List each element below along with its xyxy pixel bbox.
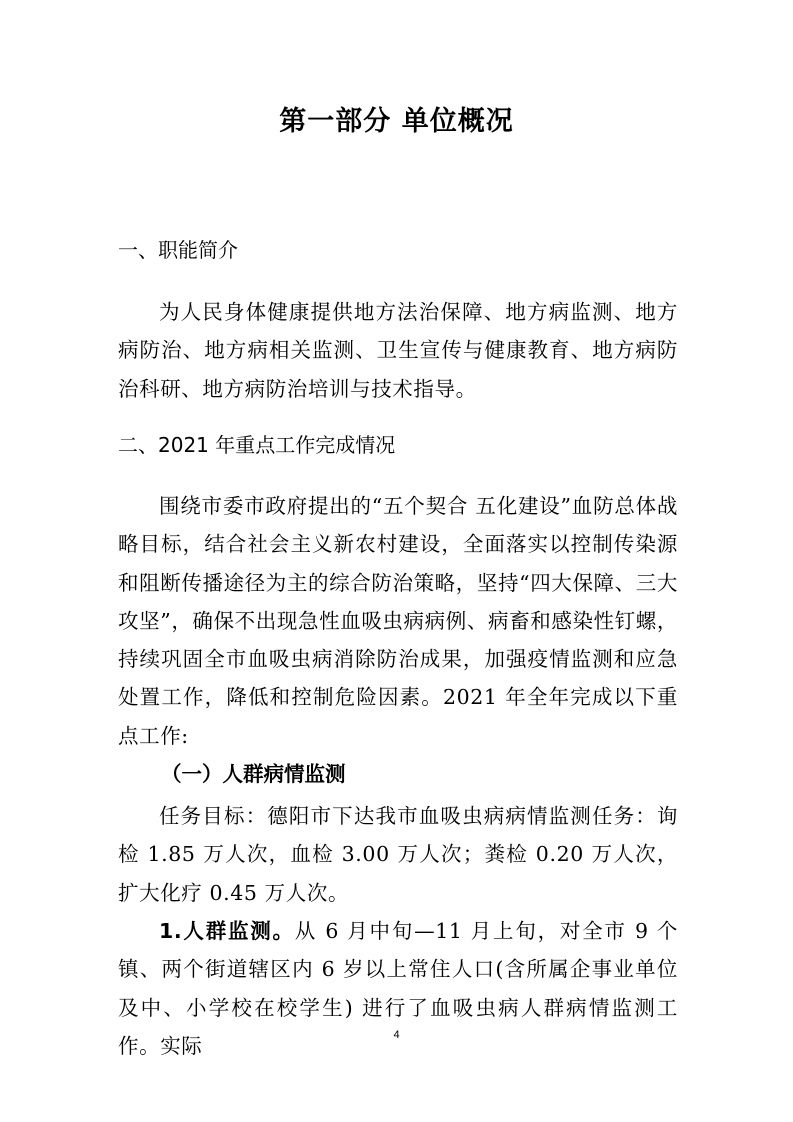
subheading-population-monitoring: （一）人群病情监测 bbox=[161, 762, 346, 786]
paragraph-functions: 为人民身体健康提供地方法治保障、地方病监测、地方病防治、地方病相关监测、卫生宣传与健康教育、地方病防治科研、地方病防治培训与技术指导。 bbox=[118, 300, 678, 401]
paragraph-work-2021: 围绕市委市政府提出的“五个契合 五化建设”血防总体战略目标，结合社会主义新农村建设，全面落实以控制传染源和阻断传播途径为主的综合防治策略，坚持“四大保障、三大攻坚”，确保不出现急性血吸虫病病例、病畜和感染性钉螺，持续巩固全市血吸虫病消除防治成果，加强疫情监测和应急处置工作，降低和控制危险因素。2021 年全年完成以下重点工作: bbox=[118, 494, 678, 748]
item-1-lead: 1.人群监测。 bbox=[159, 919, 295, 943]
paragraph-task-target: 任务目标：德阳市下达我市血吸虫病病情监测任务：询检 1.85 万人次，血检 3.00 万人次；粪检 0.20 万人次，扩大化疗 0.45 万人次。 bbox=[118, 804, 678, 905]
page-title: 第一部分 单位概况 bbox=[279, 106, 514, 137]
section-heading-functions: 一、职能简介 bbox=[118, 238, 238, 262]
item-1-body: 从 6 月中旬—11 月上旬，对全市 9 个镇、两个街道辖区内 6 岁以上常住人口(含所属企事业单位及中、小学校在校学生) 进行了血吸虫病人群病情监测工作。实际 bbox=[118, 919, 678, 1058]
section-heading-work-2021: 二、2021 年重点工作完成情况 bbox=[118, 433, 396, 457]
page-number: 4 bbox=[393, 1029, 400, 1041]
paragraph-item-1 bbox=[118, 912, 678, 1065]
